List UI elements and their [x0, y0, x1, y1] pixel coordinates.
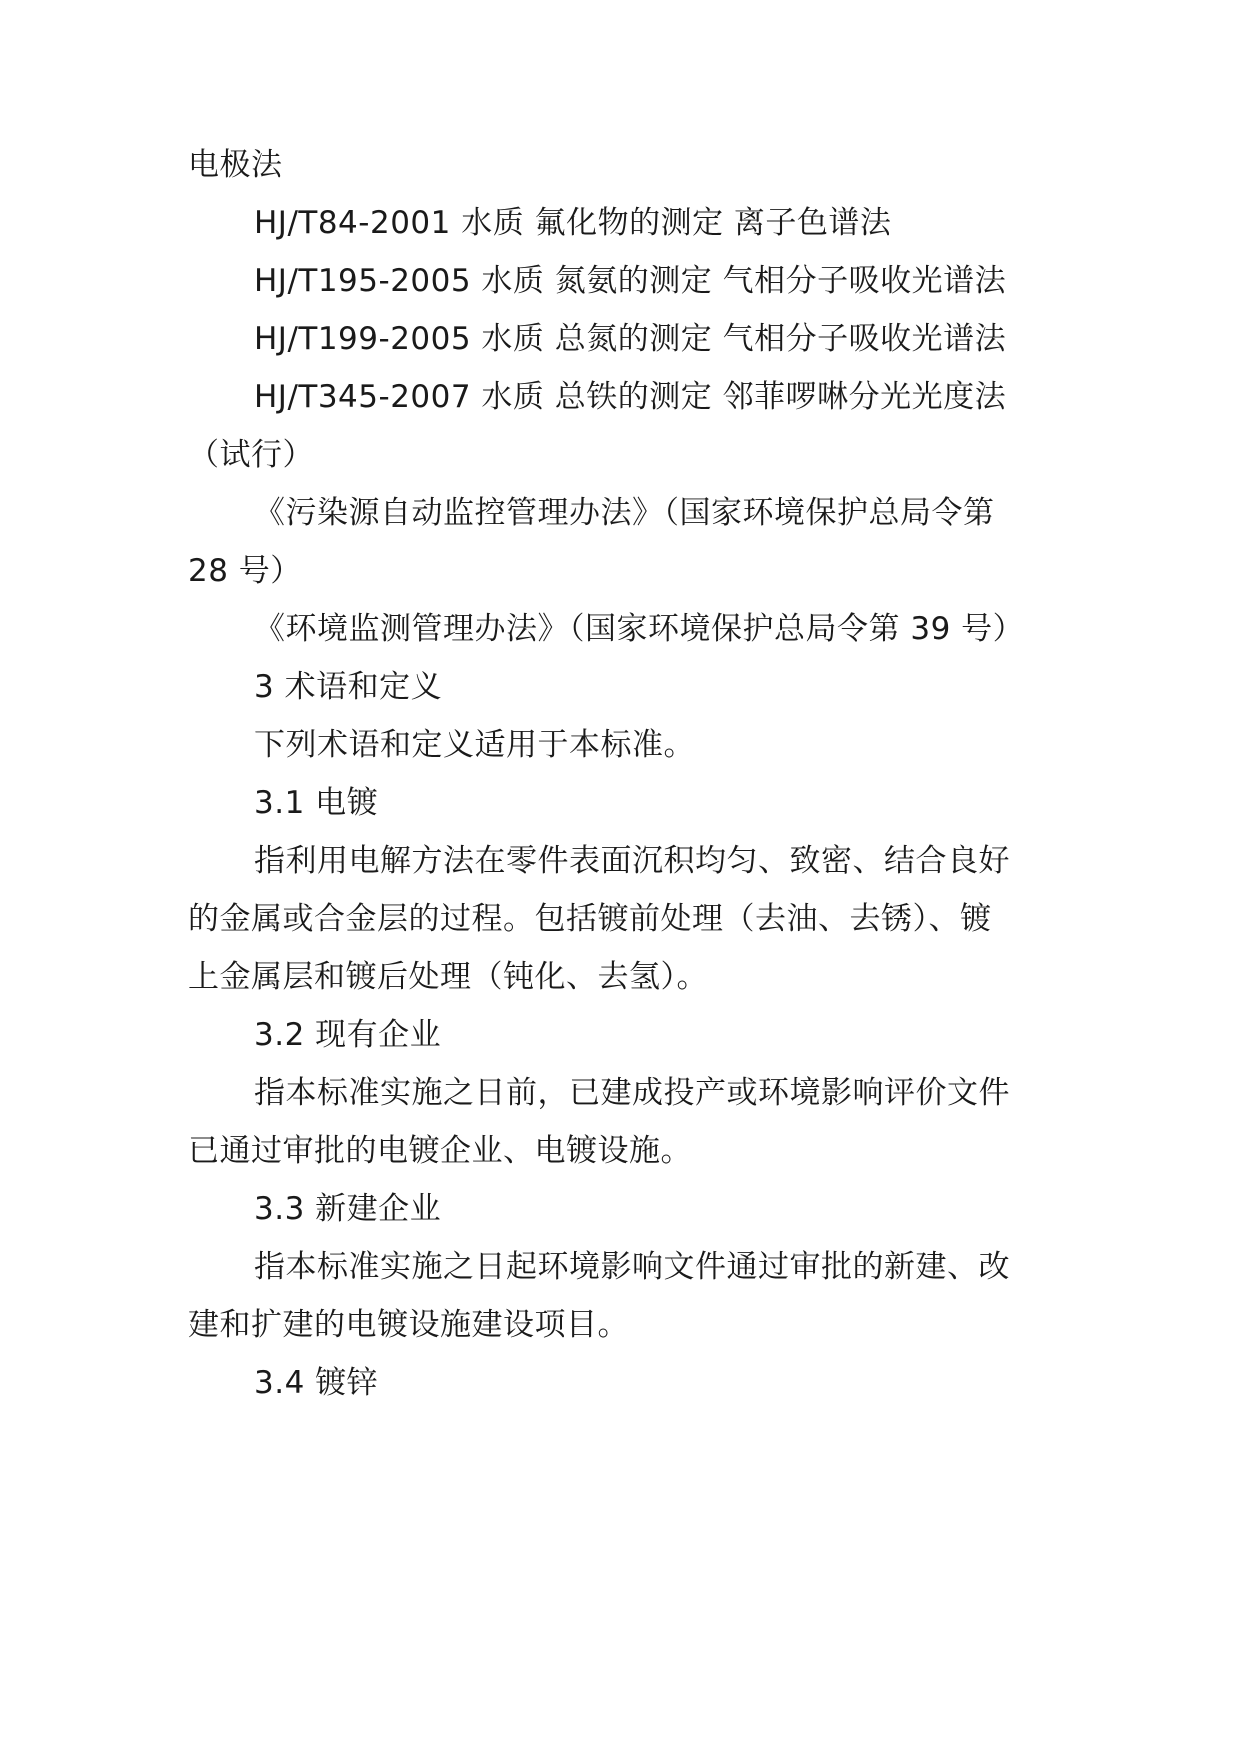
text-line: （试行）: [188, 437, 314, 473]
paragraph-line: 建和扩建的电镀设施建设项目。: [188, 1307, 629, 1343]
paragraph-line: 指本标准实施之日前，已建成投产或环境影响评价文件: [254, 1075, 1010, 1111]
paragraph-line: 上金属层和镀后处理（钝化、去氢）。: [188, 959, 708, 995]
paragraph-line: 指利用电解方法在零件表面沉积均匀、致密、结合良好: [254, 843, 1010, 879]
reference-hj-t195: HJ/T195-2005 水质 氮氨的测定 气相分子吸收光谱法: [254, 263, 1007, 299]
paragraph-line: 指本标准实施之日起环境影响文件通过审批的新建、改: [254, 1249, 1010, 1285]
section-heading-3-1: 3.1 电镀: [254, 785, 379, 821]
reference-hj-t345: HJ/T345-2007 水质 总铁的测定 邻菲啰啉分光光度法: [254, 379, 1007, 415]
reference-hj-t84: HJ/T84-2001 水质 氟化物的测定 离子色谱法: [254, 205, 892, 241]
text-line: 电极法: [188, 147, 283, 183]
reference-pollution-monitoring: 《污染源自动监控管理办法》（国家环境保护总局令第: [254, 495, 995, 531]
section-heading-3-4: 3.4 镀锌: [254, 1365, 379, 1401]
reference-environmental-monitoring: 《环境监测管理办法》（国家环境保护总局令第 39 号）: [254, 611, 1025, 647]
reference-hj-t199: HJ/T199-2005 水质 总氮的测定 气相分子吸收光谱法: [254, 321, 1007, 357]
section-heading-3-2: 3.2 现有企业: [254, 1017, 442, 1053]
section-heading-3-3: 3.3 新建企业: [254, 1191, 442, 1227]
paragraph-line: 的金属或合金层的过程。包括镀前处理（去油、去锈）、镀: [188, 901, 992, 937]
paragraph-line: 下列术语和定义适用于本标准。: [254, 727, 695, 763]
section-heading-3: 3 术语和定义: [254, 669, 443, 705]
paragraph-line: 已通过审批的电镀企业、电镀设施。: [188, 1133, 692, 1169]
text-line: 28 号）: [188, 553, 302, 589]
